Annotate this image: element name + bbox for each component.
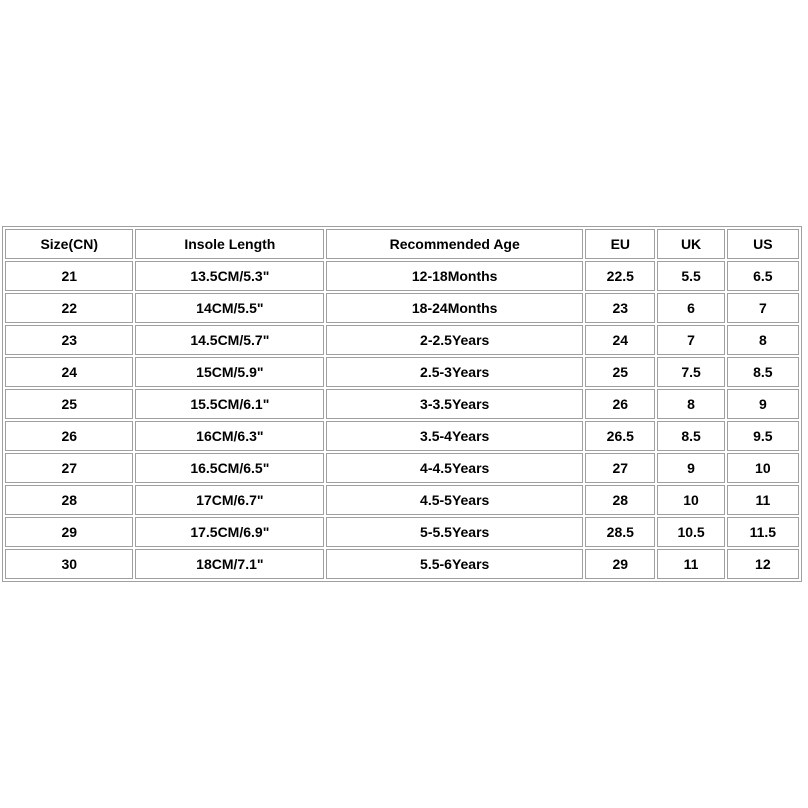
cell-us: 10 xyxy=(727,453,799,483)
cell-us: 7 xyxy=(727,293,799,323)
cell-recommended-age: 5.5-6Years xyxy=(326,549,583,579)
header-row xyxy=(5,229,799,259)
header-size-cn: Size(CN) xyxy=(5,229,133,259)
cell-size-cn: 29 xyxy=(5,517,133,547)
table-row xyxy=(5,389,799,419)
cell-insole-length: 13.5CM/5.3" xyxy=(135,261,324,291)
cell-recommended-age: 2-2.5Years xyxy=(326,325,583,355)
cell-insole-length: 16CM/6.3" xyxy=(135,421,324,451)
cell-uk: 10.5 xyxy=(657,517,724,547)
cell-eu: 22.5 xyxy=(585,261,655,291)
cell-size-cn: 28 xyxy=(5,485,133,515)
cell-size-cn: 22 xyxy=(5,293,133,323)
cell-eu: 28.5 xyxy=(585,517,655,547)
cell-uk: 9 xyxy=(657,453,724,483)
cell-insole-length: 15.5CM/6.1" xyxy=(135,389,324,419)
cell-size-cn: 30 xyxy=(5,549,133,579)
cell-uk: 8.5 xyxy=(657,421,724,451)
cell-uk: 7 xyxy=(657,325,724,355)
table-row xyxy=(5,293,799,323)
cell-recommended-age: 5-5.5Years xyxy=(326,517,583,547)
header-recommended-age: Recommended Age xyxy=(326,229,583,259)
cell-us: 12 xyxy=(727,549,799,579)
cell-us: 11.5 xyxy=(727,517,799,547)
cell-uk: 6 xyxy=(657,293,724,323)
cell-insole-length: 18CM/7.1" xyxy=(135,549,324,579)
cell-recommended-age: 2.5-3Years xyxy=(326,357,583,387)
header-uk: UK xyxy=(657,229,724,259)
table-row xyxy=(5,517,799,547)
cell-size-cn: 26 xyxy=(5,421,133,451)
cell-uk: 11 xyxy=(657,549,724,579)
cell-recommended-age: 3-3.5Years xyxy=(326,389,583,419)
cell-uk: 8 xyxy=(657,389,724,419)
table-row xyxy=(5,549,799,579)
cell-recommended-age: 4-4.5Years xyxy=(326,453,583,483)
cell-eu: 28 xyxy=(585,485,655,515)
header-us: US xyxy=(727,229,799,259)
cell-recommended-age: 18-24Months xyxy=(326,293,583,323)
header-eu: EU xyxy=(585,229,655,259)
cell-us: 9.5 xyxy=(727,421,799,451)
cell-eu: 25 xyxy=(585,357,655,387)
cell-us: 9 xyxy=(727,389,799,419)
cell-eu: 29 xyxy=(585,549,655,579)
cell-recommended-age: 4.5-5Years xyxy=(326,485,583,515)
cell-insole-length: 17.5CM/6.9" xyxy=(135,517,324,547)
cell-recommended-age: 12-18Months xyxy=(326,261,583,291)
cell-insole-length: 16.5CM/6.5" xyxy=(135,453,324,483)
table-row xyxy=(5,485,799,515)
table-row xyxy=(5,357,799,387)
cell-insole-length: 14CM/5.5" xyxy=(135,293,324,323)
cell-size-cn: 23 xyxy=(5,325,133,355)
cell-eu: 23 xyxy=(585,293,655,323)
cell-us: 8.5 xyxy=(727,357,799,387)
cell-recommended-age: 3.5-4Years xyxy=(326,421,583,451)
cell-insole-length: 14.5CM/5.7" xyxy=(135,325,324,355)
cell-uk: 10 xyxy=(657,485,724,515)
cell-size-cn: 21 xyxy=(5,261,133,291)
cell-insole-length: 17CM/6.7" xyxy=(135,485,324,515)
cell-uk: 5.5 xyxy=(657,261,724,291)
cell-eu: 27 xyxy=(585,453,655,483)
cell-eu: 24 xyxy=(585,325,655,355)
table-row xyxy=(5,453,799,483)
table-row xyxy=(5,261,799,291)
table-row xyxy=(5,421,799,451)
cell-eu: 26.5 xyxy=(585,421,655,451)
cell-size-cn: 24 xyxy=(5,357,133,387)
cell-us: 8 xyxy=(727,325,799,355)
cell-us: 6.5 xyxy=(727,261,799,291)
cell-insole-length: 15CM/5.9" xyxy=(135,357,324,387)
table-row xyxy=(5,325,799,355)
size-chart-table xyxy=(2,226,802,582)
header-insole-length: Insole Length xyxy=(135,229,324,259)
cell-size-cn: 27 xyxy=(5,453,133,483)
cell-uk: 7.5 xyxy=(657,357,724,387)
cell-eu: 26 xyxy=(585,389,655,419)
cell-us: 11 xyxy=(727,485,799,515)
cell-size-cn: 25 xyxy=(5,389,133,419)
